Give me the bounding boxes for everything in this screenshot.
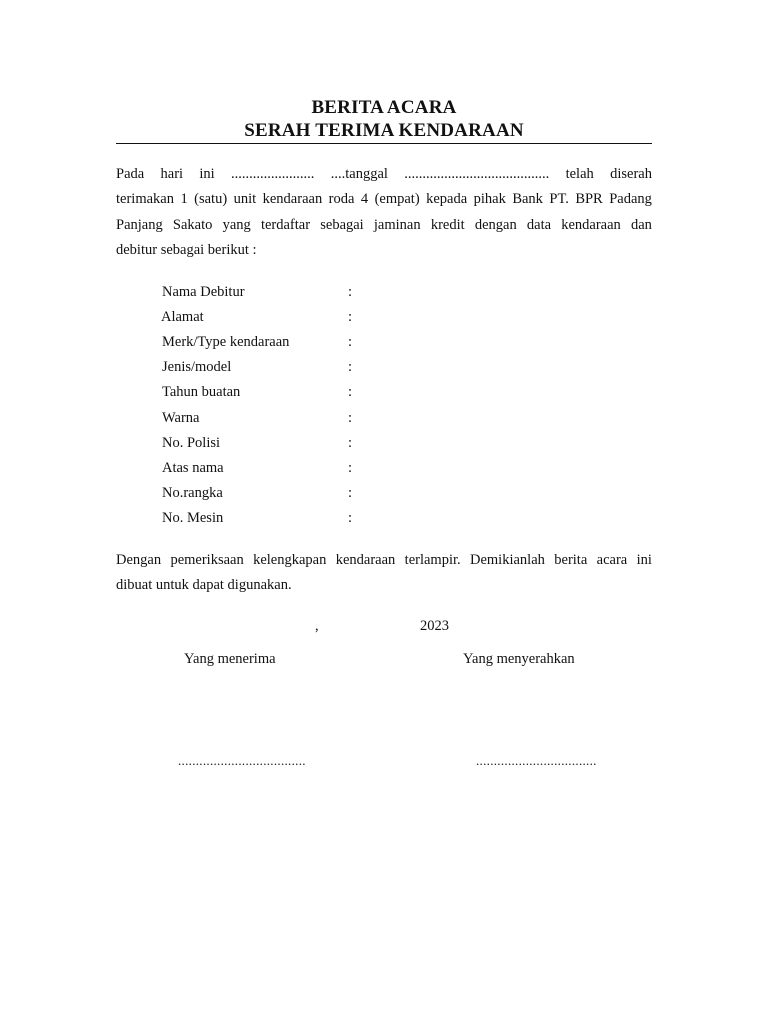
word: Demikianlah xyxy=(470,552,545,568)
word: 4 xyxy=(360,191,369,208)
word: Padang xyxy=(609,191,652,208)
receiver-label: Yang menerima xyxy=(184,651,276,667)
field-label: No. Mesin xyxy=(162,510,224,526)
word: telah xyxy=(565,166,594,182)
field-label: Merk/Type kendaraan xyxy=(162,334,290,350)
paragraph-line xyxy=(116,548,652,573)
word: kepada xyxy=(426,191,468,208)
field-label: No.rangka xyxy=(162,485,223,501)
word: ini xyxy=(199,166,215,182)
word: kendaraan xyxy=(262,191,323,208)
word: dan xyxy=(631,216,652,233)
field-label: Atas nama xyxy=(162,460,224,476)
word: PT. xyxy=(549,191,569,208)
field-label: Warna xyxy=(162,410,200,426)
word: ....................... xyxy=(231,166,315,182)
word: ini xyxy=(636,552,652,568)
paragraph-line xyxy=(116,213,652,238)
word: (empat) xyxy=(374,191,420,208)
word: acara xyxy=(596,552,628,568)
word: terlampir. xyxy=(404,552,461,568)
paragraph-line xyxy=(116,187,652,212)
word: terimakan xyxy=(116,191,174,208)
paragraph-line xyxy=(116,162,652,187)
word: data xyxy=(526,216,552,233)
word: roda xyxy=(328,191,355,208)
document-subtitle: SERAH TERIMA KENDARAAN xyxy=(244,120,524,141)
word: terdaftar xyxy=(260,216,311,233)
closing-paragraph xyxy=(116,548,652,599)
word: Bank xyxy=(512,191,543,208)
field-label: No. Polisi xyxy=(162,435,221,451)
word: 1 xyxy=(180,191,188,208)
field-label: Alamat xyxy=(161,309,204,325)
field-colon: : xyxy=(348,359,353,375)
field-colon: : xyxy=(348,284,353,300)
word: Dengan xyxy=(116,552,162,568)
word: pemeriksaan xyxy=(170,552,244,568)
field-label: Nama Debitur xyxy=(162,284,245,300)
field-label: Tahun buatan xyxy=(162,384,241,400)
field-colon: : xyxy=(348,485,353,501)
field-colon: : xyxy=(348,334,353,350)
word: unit xyxy=(233,191,257,208)
intro-paragraph xyxy=(116,162,652,263)
field-label: Jenis/model xyxy=(162,359,232,375)
word: kendaraan xyxy=(561,216,621,233)
paragraph-line: debitur sebagai berikut : xyxy=(116,241,257,258)
receiver-signature-line: .................................... xyxy=(178,753,306,768)
word: pihak xyxy=(473,191,506,208)
date-comma: , xyxy=(315,618,319,634)
word: Panjang xyxy=(116,216,163,233)
giver-signature-line: .................................. xyxy=(476,753,597,768)
document-title: BERITA ACARA xyxy=(311,97,457,118)
word: hari xyxy=(160,166,184,182)
word: kredit xyxy=(430,216,465,233)
word: kendaraan xyxy=(335,552,396,568)
word: yang xyxy=(222,216,251,233)
word: Pada xyxy=(116,166,145,182)
word: Sakato xyxy=(172,216,213,233)
word: dengan xyxy=(474,216,517,233)
field-colon: : xyxy=(348,384,353,400)
field-colon: : xyxy=(348,510,353,526)
word: (satu) xyxy=(194,191,228,208)
field-colon: : xyxy=(348,460,353,476)
word: kelengkapan xyxy=(253,552,327,568)
word: ....tanggal xyxy=(330,166,388,182)
word: diserah xyxy=(610,166,652,182)
date-year: 2023 xyxy=(420,618,449,634)
field-colon: : xyxy=(348,410,353,426)
giver-label: Yang menyerahkan xyxy=(463,651,575,667)
field-colon: : xyxy=(348,435,353,451)
title-underline xyxy=(116,143,652,144)
field-colon: : xyxy=(348,309,353,325)
word: BPR xyxy=(575,191,603,208)
word: berita xyxy=(554,552,588,568)
word: ........................................ xyxy=(404,166,550,182)
paragraph-line: dibuat untuk dapat digunakan. xyxy=(116,577,292,594)
word: sebagai xyxy=(320,216,364,233)
word: jaminan xyxy=(373,216,421,233)
